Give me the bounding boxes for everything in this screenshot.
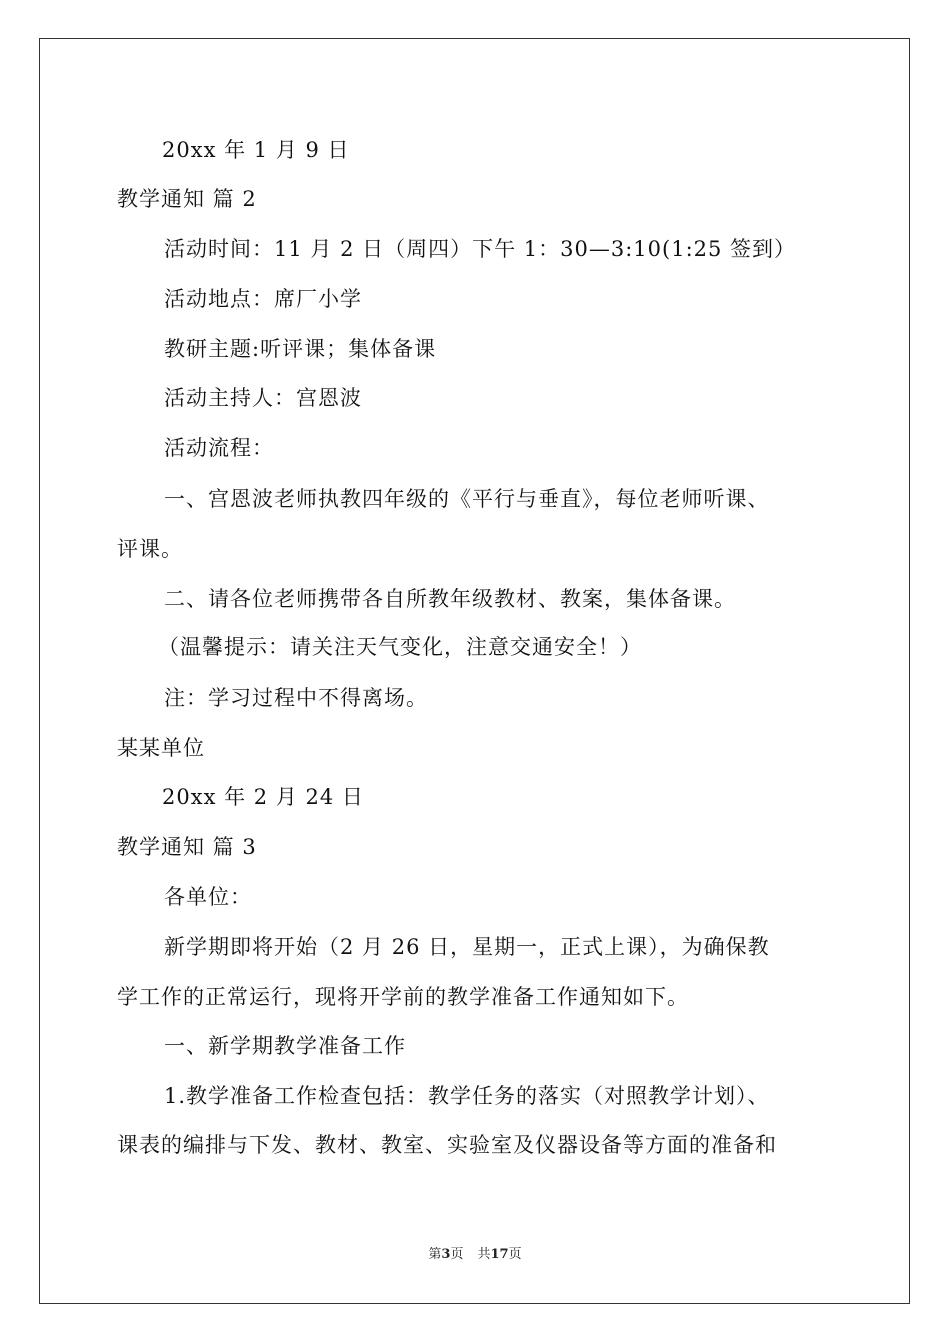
process-step-1-cont: 评课。 bbox=[117, 537, 183, 561]
activity-process-label: 活动流程： bbox=[164, 436, 274, 460]
footer-page-suffix: 页 bbox=[450, 1247, 464, 1262]
subsection-heading-1: 一、新学期教学准备工作 bbox=[164, 1034, 406, 1058]
intro-paragraph-line-2: 学工作的正常运行，现将开学前的教学准备工作通知如下。 bbox=[117, 985, 689, 1009]
page-border bbox=[39, 38, 910, 1304]
footer-total-number: 17 bbox=[490, 1247, 509, 1262]
footer-total-suffix: 页 bbox=[508, 1247, 522, 1262]
activity-time: 活动时间：11 月 2 日（周四）下午 1：30—3:10(1:25 签到） bbox=[164, 237, 797, 261]
section-heading-3: 教学通知 篇 3 bbox=[117, 835, 257, 859]
footer-page-number: 3 bbox=[441, 1247, 451, 1262]
intro-paragraph-line-1: 新学期即将开始（2 月 26 日，星期一，正式上课），为确保教 bbox=[164, 935, 770, 959]
research-topic: 教研主题:听评课；集体备课 bbox=[164, 337, 437, 361]
process-step-1: 一、宫恩波老师执教四年级的《平行与垂直》，每位老师听课、 bbox=[164, 487, 770, 511]
warm-reminder: （温馨提示：请关注天气变化，注意交通安全！） bbox=[158, 635, 642, 659]
date-line-1: 20xx 年 1 月 9 日 bbox=[162, 138, 350, 162]
salutation: 各单位： bbox=[164, 885, 252, 909]
footer-total-prefix: 共 bbox=[477, 1247, 491, 1262]
date-line-2: 20xx 年 2 月 24 日 bbox=[162, 785, 364, 809]
page-footer bbox=[0, 1247, 950, 1263]
activity-host: 活动主持人：宫恩波 bbox=[164, 386, 362, 410]
item-1-line-1: 1.教学准备工作检查包括：教学任务的落实（对照教学计划）、 bbox=[164, 1084, 770, 1108]
process-step-2: 二、请各位老师携带各自所教年级教材、教案，集体备课。 bbox=[164, 587, 736, 611]
item-1-line-2: 课表的编排与下发、教材、教室、实验室及仪器设备等方面的准备和 bbox=[117, 1133, 777, 1157]
note-line: 注：学习过程中不得离场。 bbox=[164, 686, 428, 710]
section-heading-2: 教学通知 篇 2 bbox=[117, 187, 257, 211]
activity-location: 活动地点：席厂小学 bbox=[164, 287, 362, 311]
organization-name: 某某单位 bbox=[117, 736, 205, 760]
footer-page-prefix: 第 bbox=[428, 1247, 442, 1262]
